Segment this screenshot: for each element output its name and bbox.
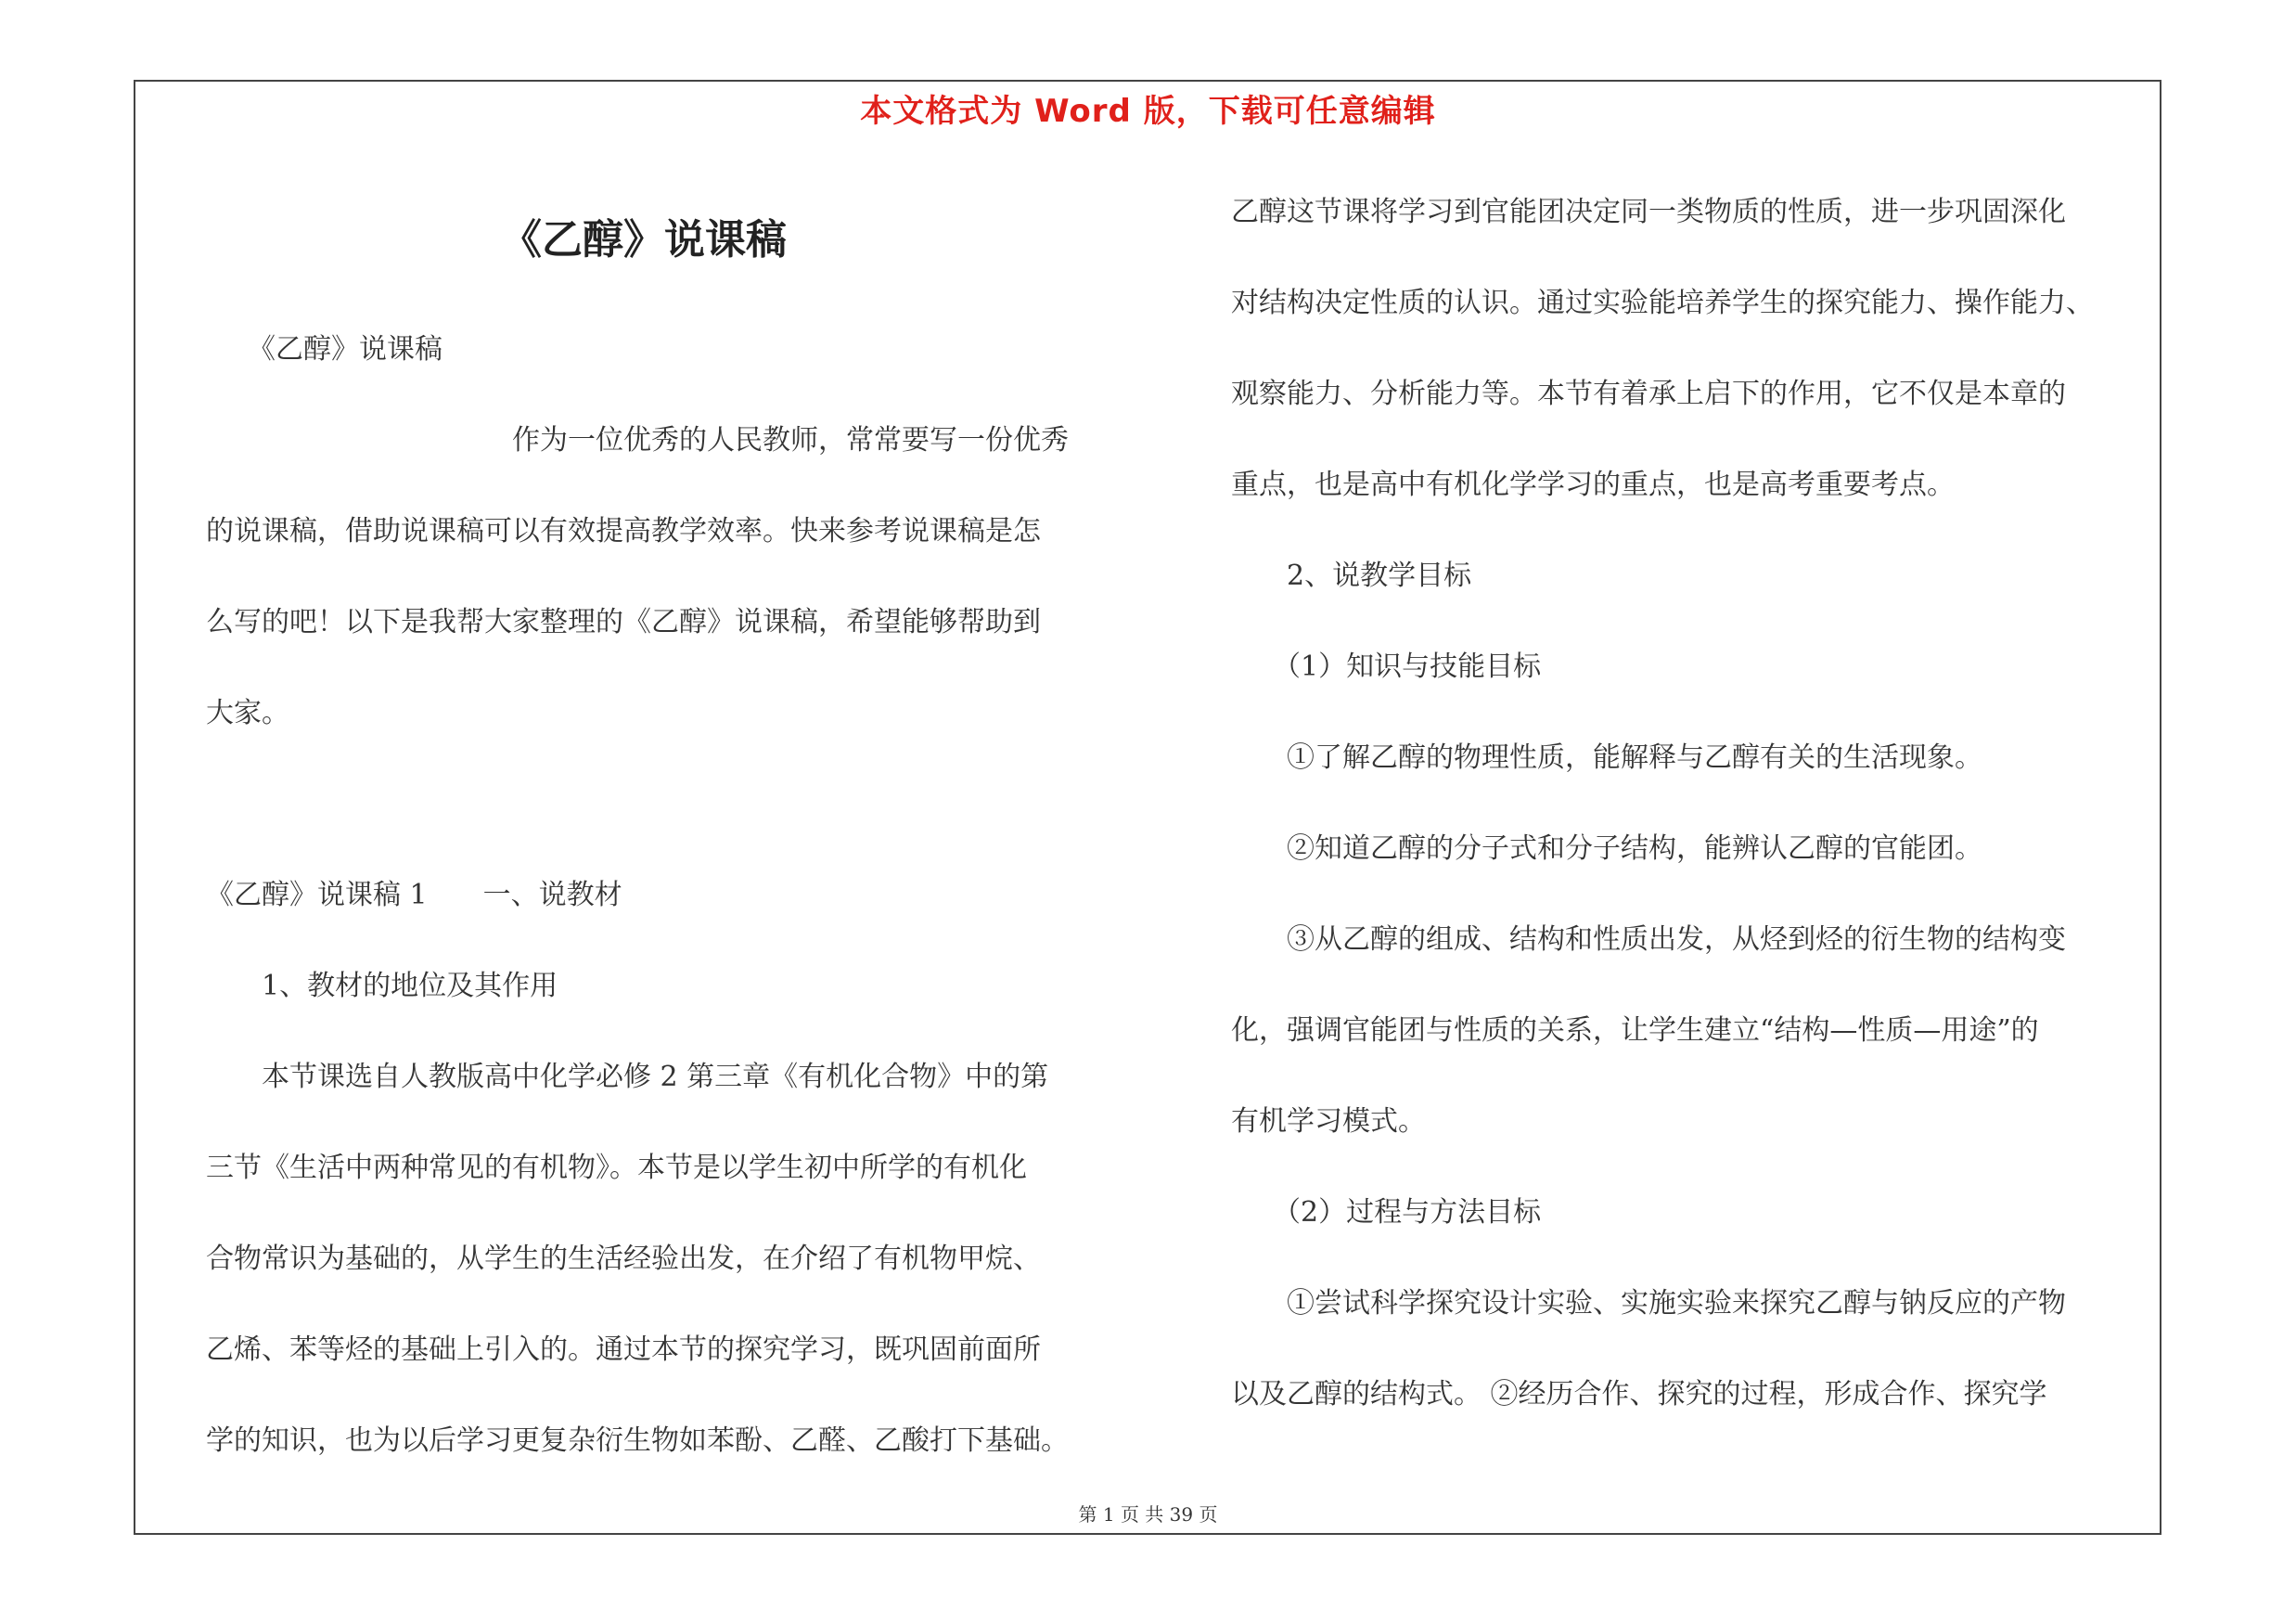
text-line: 以及乙醇的结构式。 ②经历合作、探究的过程，形成合作、探究学 [1231,1378,2047,1410]
text-line: ①了解乙醇的物理性质，能解释与乙醇有关的生活现象。 [1231,741,1982,774]
text-line: 合物常识为基础的，从学生的生活经验出发，在介绍了有机物甲烷、 [206,1243,1041,1275]
text-line: 本节课选自人教版高中化学必修 2 第三章《有机化合物》中的第 [206,1061,1049,1093]
text-line: 大家。 [206,697,289,729]
section-heading: 《乙醇》说课稿 1 一、说教材 [206,879,622,911]
left-column [206,304,1134,1487]
text-line: 观察能力、分析能力等。本节有着承上启下的作用，它不仅是本章的 [1231,378,2066,410]
text-line: 乙烯、苯等烃的基础上引入的。通过本节的探究学习，既巩固前面所 [206,1333,1041,1366]
text-line: 《乙醇》说课稿 [206,333,443,366]
document-title: 《乙醇》说课稿 [501,216,787,264]
text-line: ②知道乙醇的分子式和分子结构，能辨认乙醇的官能团。 [1231,832,1982,865]
text-line: ①尝试科学探究设计实验、实施实验来探究乙醇与钠反应的产物 [1231,1287,2066,1320]
format-banner: 本文格式为 Word 版，下载可任意编辑 [860,93,1436,130]
subsection-heading: 2、说教学目标 [1231,560,1472,592]
text-line: 重点，也是高中有机化学学习的重点，也是高考重要考点。 [1231,469,1955,501]
text-line: 对结构决定性质的认识。通过实验能培养学生的探究能力、操作能力、 [1231,287,2094,319]
page-number-footer: 第 1 页 共 39 页 [1078,1503,1218,1526]
text-line: 作为一位优秀的人民教师，常常要写一份优秀 [206,424,1069,457]
subsection-heading: （2）过程与方法目标 [1231,1196,1542,1229]
subsection-heading: 1、教材的地位及其作用 [206,970,558,1002]
text-line: 么写的吧！以下是我帮大家整理的《乙醇》说课稿，希望能够帮助到 [206,606,1041,638]
right-column [1231,167,2159,1440]
text-line: 学的知识，也为以后学习更复杂衍生物如苯酚、乙醛、乙酸打下基础。 [206,1424,1069,1457]
subsection-heading: （1）知识与技能目标 [1231,650,1542,683]
text-line: 乙醇这节课将学习到官能团决定同一类物质的性质，进一步巩固深化 [1231,196,2066,228]
text-line: 的说课稿，借助说课稿可以有效提高教学效率。快来参考说课稿是怎 [206,515,1041,547]
blank-line [206,759,1134,850]
text-line: 化，强调官能团与性质的关系，让学生建立“结构—性质—用途”的 [1231,1014,2039,1047]
text-line: 三节《生活中两种常见的有机物》。本节是以学生初中所学的有机化 [206,1152,1027,1184]
text-line: ③从乙醇的组成、结构和性质出发，从烃到烃的衍生物的结构变 [1231,923,2066,956]
text-line: 有机学习模式。 [1231,1105,1426,1138]
